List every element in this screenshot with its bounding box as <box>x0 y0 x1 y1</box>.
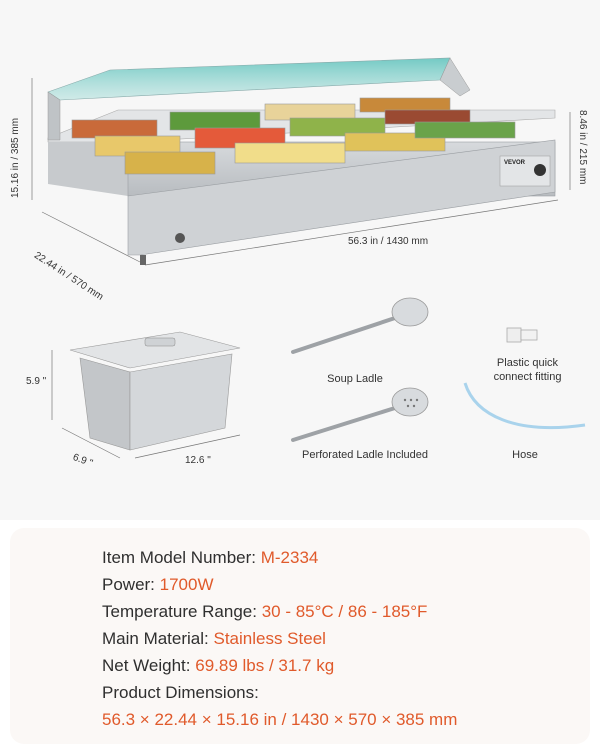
hose-label: Hose <box>512 449 538 461</box>
spec-weight-value: 69.89 lbs / 31.7 kg <box>195 656 335 675</box>
spec-model <box>102 548 318 568</box>
soup-ladle-icon <box>285 290 445 360</box>
spec-power-value: 1700W <box>159 575 214 594</box>
soup-ladle-label: Soup Ladle <box>327 373 383 385</box>
depth-dimension: 22.44 in / 570 mm <box>32 250 106 303</box>
quick-connect-fitting-icon <box>505 320 545 350</box>
spec-power <box>102 575 214 595</box>
spec-temp-label: Temperature Range: <box>102 602 262 621</box>
well-height-dimension: 8.46 in / 215 mm <box>577 110 588 185</box>
fitting-label-line2: connect fitting <box>493 371 562 383</box>
spec-temperature <box>102 602 427 622</box>
pan-depth-dimension: 6.9 " <box>71 452 95 470</box>
spec-model-value: M-2334 <box>260 548 319 567</box>
spec-power-label: Power: <box>102 575 160 594</box>
fitting-label-line1: Plastic quick <box>496 357 559 369</box>
height-dimension: 15.16 in / 385 mm <box>10 117 21 198</box>
specifications-card <box>10 528 590 744</box>
hose-icon <box>455 375 595 445</box>
food-warmer-illustration <box>0 0 600 300</box>
glass-sneeze-guard <box>48 58 450 100</box>
pan-width-dimension: 12.6 " <box>185 455 211 466</box>
width-dimension: 56.3 in / 1430 mm <box>348 236 429 247</box>
brand-label: VEVOR <box>504 160 526 166</box>
spec-material-label: Main Material: <box>102 629 214 648</box>
spec-temp-value: 30 - 85°C / 86 - 185°F <box>261 602 428 621</box>
pan-height-dimension: 5.9 " <box>26 376 47 387</box>
spec-dims-value: 56.3 × 22.44 × 15.16 in / 1430 × 570 × 385 mm <box>102 710 458 729</box>
perforated-ladle-label: Perforated Ladle Included <box>302 449 428 461</box>
spec-material <box>102 629 326 649</box>
spec-dimensions-label: Product Dimensions: <box>102 683 259 702</box>
spec-weight-label: Net Weight: <box>102 656 196 675</box>
spec-weight <box>102 656 334 676</box>
spec-dimensions-value <box>102 710 457 730</box>
spec-model-label: Item Model Number: <box>102 548 261 567</box>
drain-valve-icon <box>175 233 185 243</box>
steam-pan-illustration <box>0 310 250 480</box>
spec-material-value: Stainless Steel <box>213 629 326 648</box>
perforated-ladle-icon <box>285 380 445 450</box>
temperature-knob-icon <box>534 164 546 176</box>
